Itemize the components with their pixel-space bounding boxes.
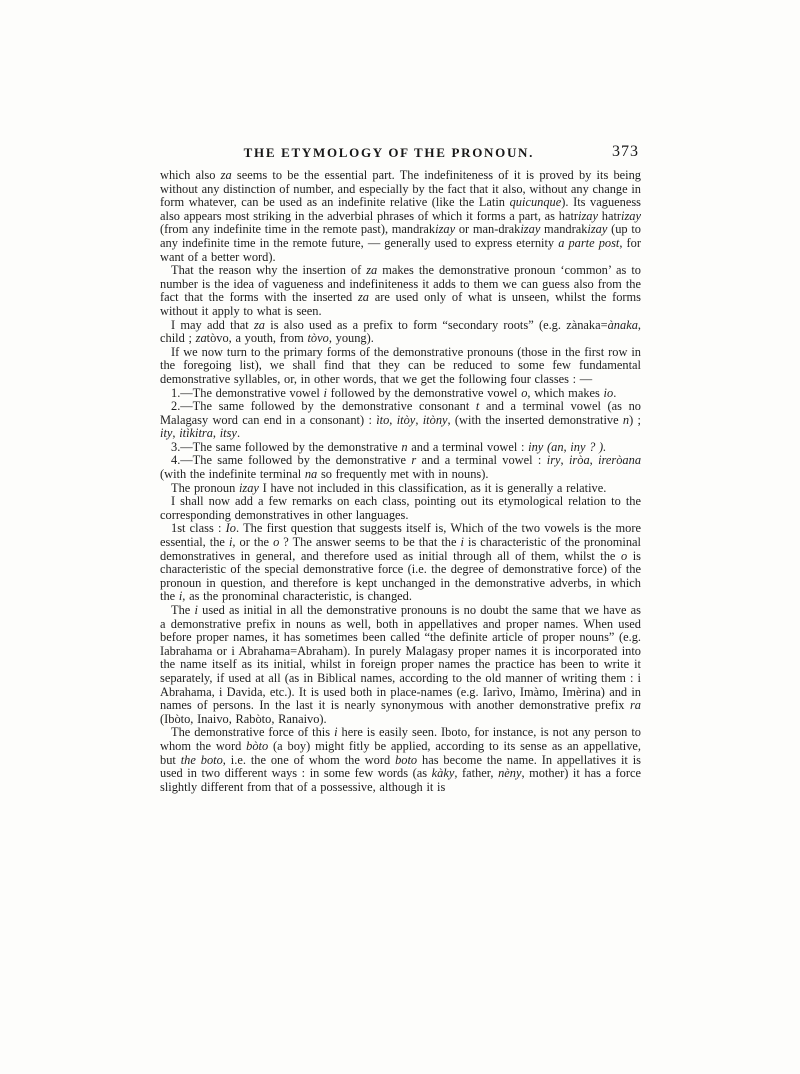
italic-term: ireròana: [598, 453, 642, 468]
text-run: I have not included in this classification, as it is generally a relative.: [258, 480, 607, 495]
italic-term: izay: [238, 480, 259, 495]
italic-term: i: [460, 535, 464, 550]
paragraph-class-item: [160, 454, 641, 481]
text-run: , (with the inserted demonstrative: [447, 412, 623, 427]
text-run: , or the: [232, 535, 274, 550]
text-run: ,: [212, 426, 220, 441]
italic-term: na: [304, 467, 318, 482]
text-run: hatr: [598, 208, 622, 223]
italic-term: za: [220, 168, 232, 182]
text-run: 2.—The same followed by the demonstrative consonant: [171, 399, 476, 414]
text-run: 4.—The same followed by the demonstrative: [171, 453, 412, 468]
italic-term: za: [357, 290, 369, 305]
text-run: ,: [560, 453, 569, 468]
text-run: That the reason why the insertion of: [171, 263, 367, 278]
italic-term: ìto: [376, 412, 390, 427]
text-run: or man-drak: [455, 222, 521, 237]
text-run: mandrak: [540, 222, 588, 237]
text-run: (up to any indefinite time in the remote future, — generally used to express eternity: [160, 222, 641, 250]
text-run: , for want of a better word).: [160, 235, 641, 264]
italic-term: iròa: [568, 453, 590, 468]
text-run: used as initial in all the demonstrative pronouns is no doubt the same that we have as a demonstrative prefix in nouns as well, both in appellatives and proper names. When used before proper names, it has sometimes been called “the definite article of proper nouns” (e.g. Iabrahama or i Abrahama=Abraham). In purely Malagasy proper names it is incorporated into the name itself as its initial, whilst in foreign proper names the practice has been to write it separately, if used at all (as in Biblical names, according to the old manner of writing them : i Abrahama, i Davida, etc.). It is used both in place-names (e.g. Iarìvo, Imàmo, Imèrina) and in names of persons. In the last it is nearly synonymous with another demonstrative prefix: [160, 603, 641, 713]
text-run: which also: [160, 168, 221, 182]
paragraph-class-item: [160, 441, 641, 455]
italic-term: izay: [435, 222, 456, 237]
italic-term: quicunque: [509, 195, 562, 210]
italic-term: ra: [629, 698, 641, 713]
italic-term: i: [323, 385, 327, 400]
italic-term: izay: [621, 208, 641, 223]
paragraph-class-item: [160, 400, 641, 441]
paragraph: [160, 522, 641, 604]
italic-term: n: [622, 412, 630, 427]
text-run: ) ;: [629, 412, 641, 427]
page-number: 373: [612, 143, 639, 160]
italic-term: Io: [225, 521, 236, 536]
italic-term: bòto: [246, 738, 269, 753]
paragraph: [160, 169, 641, 264]
page-title: THE ETYMOLOGY OF THE PRONOUN.: [243, 145, 535, 160]
italic-term: itòy: [396, 412, 416, 427]
italic-term: the boto: [180, 752, 223, 767]
text-run: is also used as a prefix to form “secondary roots” (e.g. zànaka=: [265, 317, 608, 332]
paragraph: [160, 482, 641, 496]
text-run: 3.—The same followed by the demonstrative: [171, 439, 402, 454]
italic-term: izay: [520, 222, 541, 237]
text-run: , as the pronominal characteristic, is changed.: [182, 589, 412, 604]
text-run: are used only of what is unseen, whilst the forms without it apply to what is seen.: [160, 290, 641, 318]
italic-term: za: [253, 317, 266, 332]
italic-term: za: [366, 263, 378, 278]
text-run: I may add that: [171, 317, 254, 332]
paragraph: [160, 264, 641, 318]
text-run: , young).: [328, 331, 374, 346]
text-run: .: [236, 426, 241, 441]
text-run: tòvo, a youth, from: [206, 331, 308, 346]
italic-term: itòny: [422, 412, 448, 427]
italic-term: i: [228, 535, 233, 550]
text-run: and a terminal vowel :: [416, 453, 547, 468]
text-run: 1st class :: [171, 521, 226, 536]
text-run: (with the indefinite terminal: [160, 467, 305, 482]
text-run: here is easily seen. Iboto, for instance, is not any person to whom the word: [160, 725, 641, 753]
text-run: The pronoun: [171, 480, 239, 495]
italic-term: o: [521, 385, 528, 400]
text-run: ,: [415, 412, 423, 427]
text-run: ,: [389, 412, 397, 427]
text-run: . The first question that suggests itself is, Which of the two vowels is the more essential, the: [160, 521, 641, 550]
italic-term: izay: [578, 208, 598, 223]
italic-term: tòvo: [307, 331, 329, 346]
italic-term: iny (an, iny ? ).: [528, 439, 607, 454]
text-run: seems to be the essential part. The indefiniteness of it is proved by its being without any distinction of number, and especially by the fact that it also, without any change in form whatever, can be used as an indefinite relative (like the Latin: [160, 168, 642, 210]
text-run: , father,: [454, 766, 499, 781]
text-run: I shall now add a few remarks on each class, pointing out its etymological relation to the corresponding demonstratives in other languages.: [160, 494, 641, 522]
italic-term: o: [273, 535, 280, 550]
paragraph: [160, 495, 641, 522]
text-run: makes the demonstrative pronoun ‘common’ as to number is the idea of vagueness and indefiniteness it adds to them we can guess also from the fact that the forms with the inserted: [160, 263, 641, 305]
running-head: [160, 143, 641, 163]
italic-term: za: [195, 331, 207, 346]
italic-term: i: [178, 589, 183, 604]
italic-term: i: [334, 725, 338, 740]
text-run: .: [613, 385, 617, 400]
italic-term: ànaka: [607, 317, 638, 332]
italic-term: r: [411, 453, 417, 468]
italic-term: itìkitra: [179, 426, 213, 441]
paragraph: [160, 726, 641, 794]
paragraph: [160, 319, 641, 346]
text-run: (a boy) might fitly be applied, according to its sense as an appellative, but: [160, 738, 642, 767]
text-run: The: [171, 603, 195, 617]
text-run: If we now turn to the primary forms of the demonstrative pronouns (those in the first row in the foregoing list), we shall find that they can be reduced to some few fundamental demonstrative syllables, or, in other words, that we get the following four classes : —: [160, 344, 641, 386]
text-run: so frequently met with in nouns).: [317, 467, 489, 482]
article-body: [160, 169, 641, 794]
text-run: and a terminal vowel :: [407, 439, 529, 454]
paragraph: [160, 346, 641, 387]
text-run: (Ibòto, Inaivo, Rabòto, Ranaivo).: [160, 711, 327, 726]
text-run: ? The answer seems to be that the: [279, 535, 461, 550]
italic-term: itsy: [219, 426, 237, 441]
text-run: ,: [589, 453, 599, 468]
text-run: has become the name. In appellatives it is used in two different ways : in some few words (as: [160, 752, 642, 781]
paragraph-class-item: [160, 387, 641, 401]
text-run: 1.—The demonstrative vowel: [171, 385, 324, 400]
italic-term: kàky: [431, 766, 455, 781]
text-run: ,: [172, 426, 180, 441]
text-run: , i.e. the one of whom the word: [222, 752, 396, 767]
italic-term: a parte post: [558, 235, 620, 250]
text-run: , which makes: [527, 385, 604, 400]
text-run: is characteristic of the pronominal demonstratives in general, and therefore used as initial through all of them, whilst the: [160, 535, 642, 563]
text-run: followed by the demonstrative vowel: [326, 385, 522, 400]
italic-term: nèny: [498, 766, 522, 781]
text-run: , mother) it has a force slightly different from that of a possessive, although it is: [160, 766, 641, 794]
text-run: , child ;: [160, 317, 641, 346]
italic-term: iry: [546, 453, 561, 468]
text-run: and a terminal vowel (as no Malagasy word can end in a consonant) :: [160, 399, 642, 427]
text-run: is characteristic of the special demonstrative force (i.e. the degree of demonstrative force) of the pronoun in question, and therefore is kept unchanged in the demonstrative adverbs, in which the: [160, 548, 641, 604]
text-run: ). Its vagueness also appears most striking in the adverbial phrases of which it forms a part, as hatr: [160, 195, 641, 223]
text-run: (from any indefinite time in the remote past), mandrak: [160, 222, 436, 237]
italic-term: izay: [587, 222, 608, 237]
italic-term: o: [620, 548, 628, 563]
italic-term: i: [194, 603, 198, 617]
italic-term: ity: [160, 426, 173, 441]
italic-term: n: [401, 439, 408, 454]
italic-term: io: [603, 385, 614, 400]
italic-term: boto: [395, 752, 418, 767]
italic-term: t: [475, 399, 480, 414]
text-run: The demonstrative force of this: [171, 725, 335, 740]
paragraph: [160, 604, 641, 726]
